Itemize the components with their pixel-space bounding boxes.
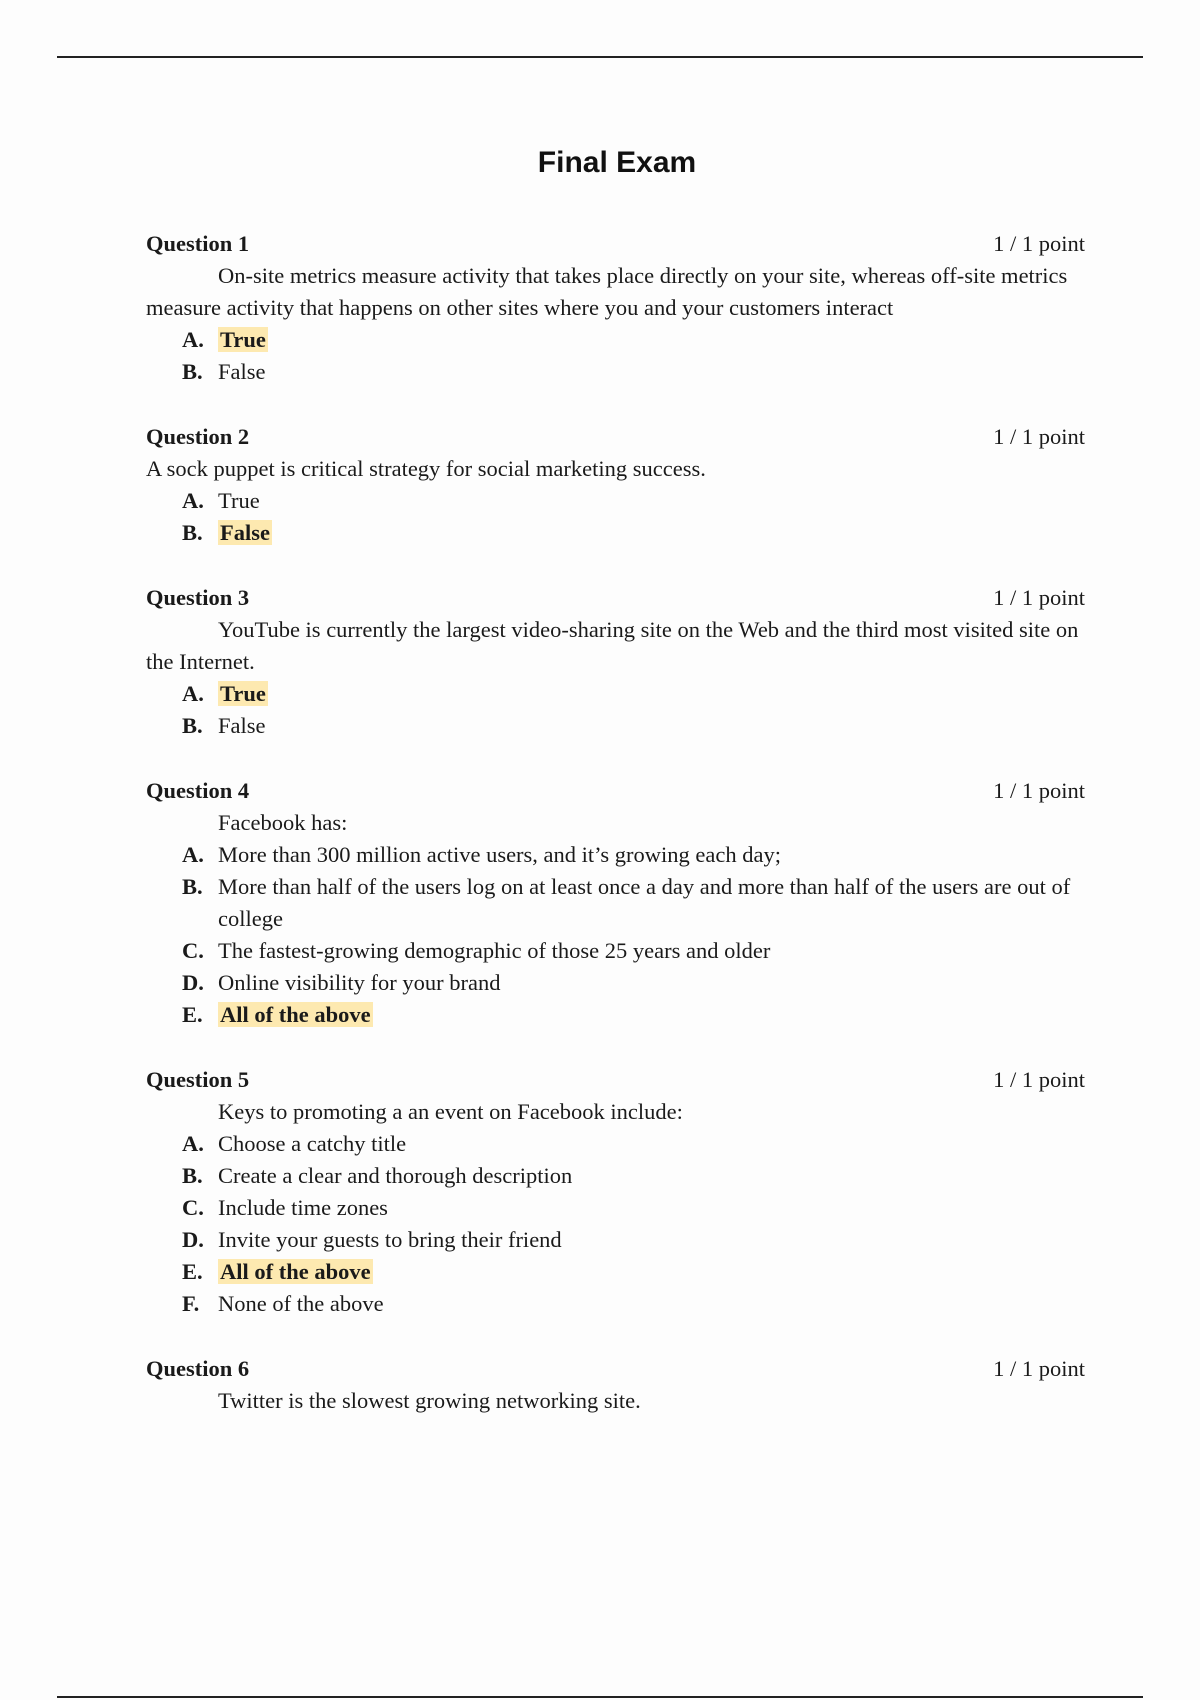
option-text: All of the above (220, 1002, 371, 1027)
question-header (146, 228, 1085, 260)
option-letter: F. (182, 1291, 200, 1316)
options-list (146, 839, 1085, 1031)
option-letter: A. (182, 1131, 204, 1156)
option-text: Include time zones (218, 1195, 388, 1220)
option-letter: A. (182, 488, 204, 513)
option-text: False (220, 520, 270, 545)
question-label: Question 6 (146, 1356, 250, 1381)
options-list (146, 485, 1085, 549)
question-1 (146, 228, 1085, 388)
question-points: 1 / 1 point (993, 424, 1085, 449)
option-d (146, 1224, 1085, 1256)
question-text: YouTube is currently the largest video-sharing site on the Web and the third most visited site on the Internet. (146, 617, 1079, 674)
question-points: 1 / 1 point (993, 778, 1085, 803)
option-text: The fastest-growing demographic of those 25 years and older (218, 938, 771, 963)
question-text: On-site metrics measure activity that takes place directly on your site, whereas off-site metrics measure activity that happens on other sites where you and your customers interact (146, 263, 1068, 320)
questions-list (146, 228, 1085, 1450)
option-text: More than half of the users log on at least once a day and more than half of the users are out of college (218, 874, 1071, 931)
option-f (146, 1288, 1085, 1320)
option-b (146, 356, 1085, 388)
option-b (146, 871, 1085, 935)
options-list (146, 1128, 1085, 1320)
option-text: True (220, 327, 266, 352)
question-label: Question 1 (146, 231, 250, 256)
option-a (146, 324, 1085, 356)
option-text: More than 300 million active users, and it’s growing each day; (218, 842, 781, 867)
option-text: None of the above (218, 1291, 384, 1316)
question-2 (146, 421, 1085, 549)
question-text: A sock puppet is critical strategy for social marketing success. (146, 456, 706, 481)
option-letter: B. (182, 713, 203, 738)
question-text: Facebook has: (218, 810, 348, 835)
option-letter: E. (182, 1002, 203, 1027)
option-letter: A. (182, 681, 204, 706)
option-letter: E. (182, 1259, 203, 1284)
option-c (146, 1192, 1085, 1224)
option-text: Choose a catchy title (218, 1131, 407, 1156)
option-letter: C. (182, 1195, 204, 1220)
question-header (146, 582, 1085, 614)
question-header (146, 775, 1085, 807)
option-letter: B. (182, 359, 203, 384)
option-e (146, 1256, 1085, 1288)
question-points: 1 / 1 point (993, 1067, 1085, 1092)
question-points: 1 / 1 point (993, 1356, 1085, 1381)
page-title: Final Exam (537, 146, 697, 179)
option-a (146, 485, 1085, 517)
question-6 (146, 1353, 1085, 1417)
question-3 (146, 582, 1085, 742)
option-letter: B. (182, 1163, 203, 1188)
option-c (146, 935, 1085, 967)
question-text: Twitter is the slowest growing networking site. (218, 1388, 641, 1413)
option-letter: C. (182, 938, 204, 963)
option-e (146, 999, 1085, 1031)
question-4 (146, 775, 1085, 1031)
option-text: Create a clear and thorough description (218, 1163, 573, 1188)
top-rule (57, 56, 1143, 58)
option-text: Invite your guests to bring their friend (218, 1227, 562, 1252)
option-a (146, 678, 1085, 710)
option-text: False (218, 713, 266, 738)
option-letter: A. (182, 842, 204, 867)
option-letter: A. (182, 327, 204, 352)
option-d (146, 967, 1085, 999)
option-letter: B. (182, 874, 203, 899)
option-letter: D. (182, 970, 204, 995)
option-text: Online visibility for your brand (218, 970, 501, 995)
question-5 (146, 1064, 1085, 1320)
option-letter: D. (182, 1227, 204, 1252)
options-list (146, 324, 1085, 388)
option-a (146, 839, 1085, 871)
option-text: All of the above (220, 1259, 371, 1284)
option-text: False (218, 359, 266, 384)
option-letter: B. (182, 520, 203, 545)
question-header (146, 1064, 1085, 1096)
option-b (146, 517, 1085, 549)
question-points: 1 / 1 point (993, 231, 1085, 256)
option-b (146, 1160, 1085, 1192)
question-label: Question 3 (146, 585, 250, 610)
question-text: Keys to promoting a an event on Facebook include: (218, 1099, 683, 1124)
option-text: True (220, 681, 266, 706)
question-label: Question 5 (146, 1067, 250, 1092)
question-header (146, 1353, 1085, 1385)
question-points: 1 / 1 point (993, 585, 1085, 610)
option-b (146, 710, 1085, 742)
options-list (146, 678, 1085, 742)
option-text: True (218, 488, 260, 513)
option-a (146, 1128, 1085, 1160)
question-label: Question 2 (146, 424, 250, 449)
question-header (146, 421, 1085, 453)
bottom-rule (57, 1696, 1143, 1698)
question-label: Question 4 (146, 778, 250, 803)
